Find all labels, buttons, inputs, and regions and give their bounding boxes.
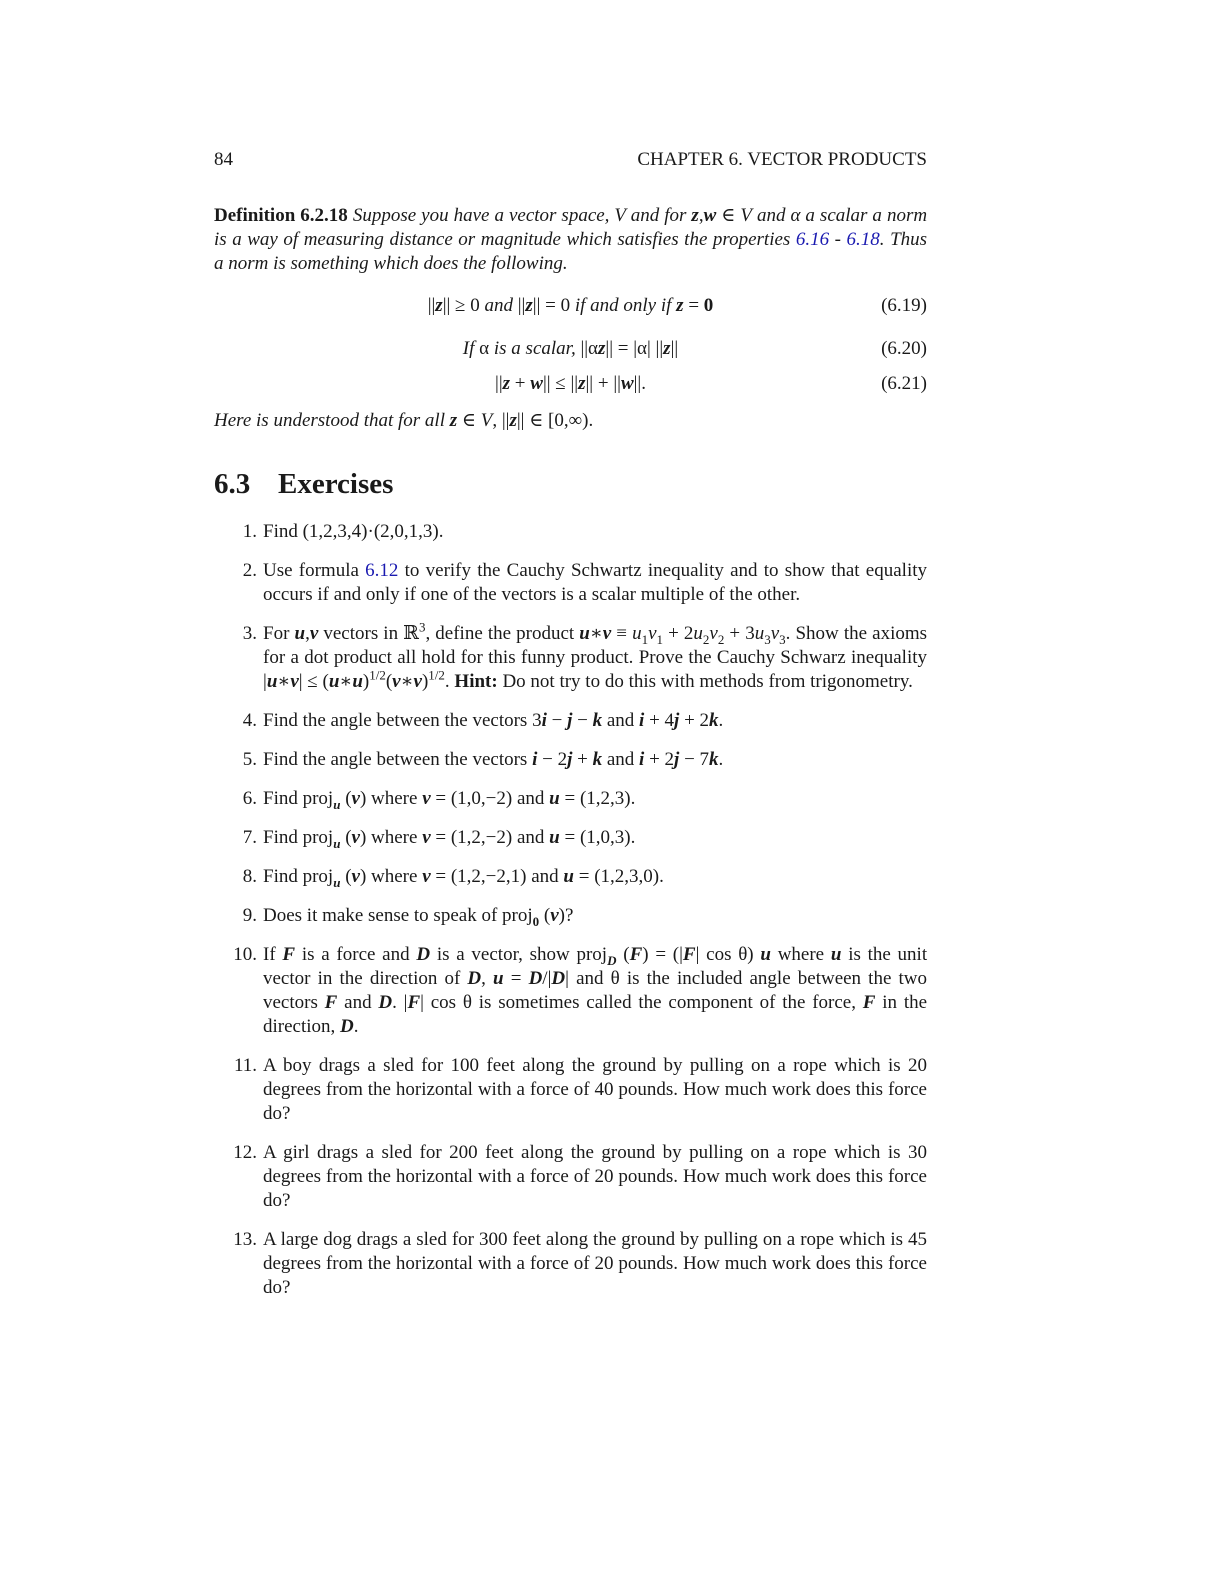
equation-6-20 (214, 337, 927, 361)
equation-body: If α is a scalar, ||αz|| = |α| ||z|| (462, 338, 679, 359)
list-item: 2. Use formula 6.12 to verify the Cauchy Schwartz inequality and to show that equality occurs if and only if one of the vectors is a scalar multiple of the other. (242, 560, 928, 605)
equation-body: ||z + w|| ≤ ||z|| + ||w||. (495, 373, 646, 394)
list-item: 1. Find (1,2,3,4)·(2,0,1,3). (242, 521, 444, 542)
running-header: CHAPTER 6. VECTOR PRODUCTS (637, 149, 927, 170)
definition-text-3: . Thus a norm is something which does the following. (214, 229, 928, 274)
ref-6-12-link[interactable]: 6.12 (365, 560, 399, 581)
list-item: 7. Find proj$_u$ (v) where v = (1,2,−2) and u = (1,0,3). (242, 827, 636, 851)
section-heading (214, 467, 393, 501)
definition-sep: - (834, 229, 841, 250)
list-item: 6. Find proj$_u$ (v) where v = (1,0,−2) and u = (1,2,3). (242, 788, 636, 812)
ref-6-18-link[interactable]: 6.18 (846, 229, 880, 250)
page-number: 84 (214, 149, 233, 170)
equation-6-19 (214, 294, 927, 318)
remark-text: Here is understood that for all (214, 410, 445, 431)
equation-6-21 (214, 372, 927, 396)
equation-tag: (6.20) (881, 338, 927, 359)
section-number: 6.3 (214, 468, 251, 500)
equation-body: ||z|| ≥ 0 and ||z|| = 0 if and only if z = 0 (427, 295, 714, 316)
definition-block (214, 204, 927, 276)
list-item: 12. A girl drags a sled for 200 feet along the ground by pulling on a rope which is 30 degrees from the horizontal with a force of 20 pounds. How much work does this force do? (233, 1142, 927, 1211)
list-item: 8. Find proj$_u$ (v) where v = (1,2,−2,1) and u = (1,2,3,0). (242, 866, 664, 890)
equation-tag: (6.21) (881, 373, 927, 394)
definition-label: Definition 6.2.18 (214, 205, 348, 226)
definition-text-1: Suppose you have a vector space, V and for (352, 205, 687, 226)
list-item: 9. Does it make sense to speak of proj$_0$ (v)? (242, 905, 574, 929)
exercise-list (214, 520, 927, 1315)
list-item: 3. For u,v vectors in ℝ$^3$, define the product u∗v ≡ $u_1v_1 + 2u_2v_2 + 3u_3v_3$. Show the axioms for a dot product all hold for this funny product. Prove the Cauchy Schwarz inequality |u∗v| ≤ (u∗u)$^{1/2}$(v∗v)$^{1/2}$. Hint: Do not try to do this with methods from trigonometry. (242, 619, 928, 692)
list-item: 13. A large dog drags a sled for 300 feet along the ground by pulling on a rope which is 45 degrees from the horizontal with a force of 20 pounds. How much work does this force do? (233, 1229, 927, 1298)
equation-tag: (6.19) (881, 295, 927, 316)
section-title: Exercises (278, 468, 394, 500)
definition-remark: Here is understood that for all z ∈ V, ||z|| ∈ [0,∞). (214, 410, 594, 431)
list-item: 10. If F is a force and D is a vector, show proj$_D$ (F) = (|F| cos θ) u where u is the unit vector in the direction of D, u = D/|D| and θ is the included angle between the two vectors F and D. |F| cos θ is sometimes called the component of the force, F in the direction, D. (233, 944, 928, 1037)
definition-math: z,w ∈ V (691, 205, 752, 226)
list-item: 4. Find the angle between the vectors 3i − j − k and i + 4j + 2k. (242, 710, 724, 731)
definition-text-2: and α a scalar a norm is a way of measuring distance or magnitude which satisfies the properties (214, 205, 928, 250)
ref-6-16-link[interactable]: 6.16 (795, 229, 830, 250)
list-item: 5. Find the angle between the vectors i − 2j + k and i + 2j − 7k. (242, 749, 724, 770)
list-item: 11. A boy drags a sled for 100 feet along the ground by pulling on a rope which is 20 degrees from the horizontal with a force of 40 pounds. How much work does this force do? (233, 1055, 927, 1124)
